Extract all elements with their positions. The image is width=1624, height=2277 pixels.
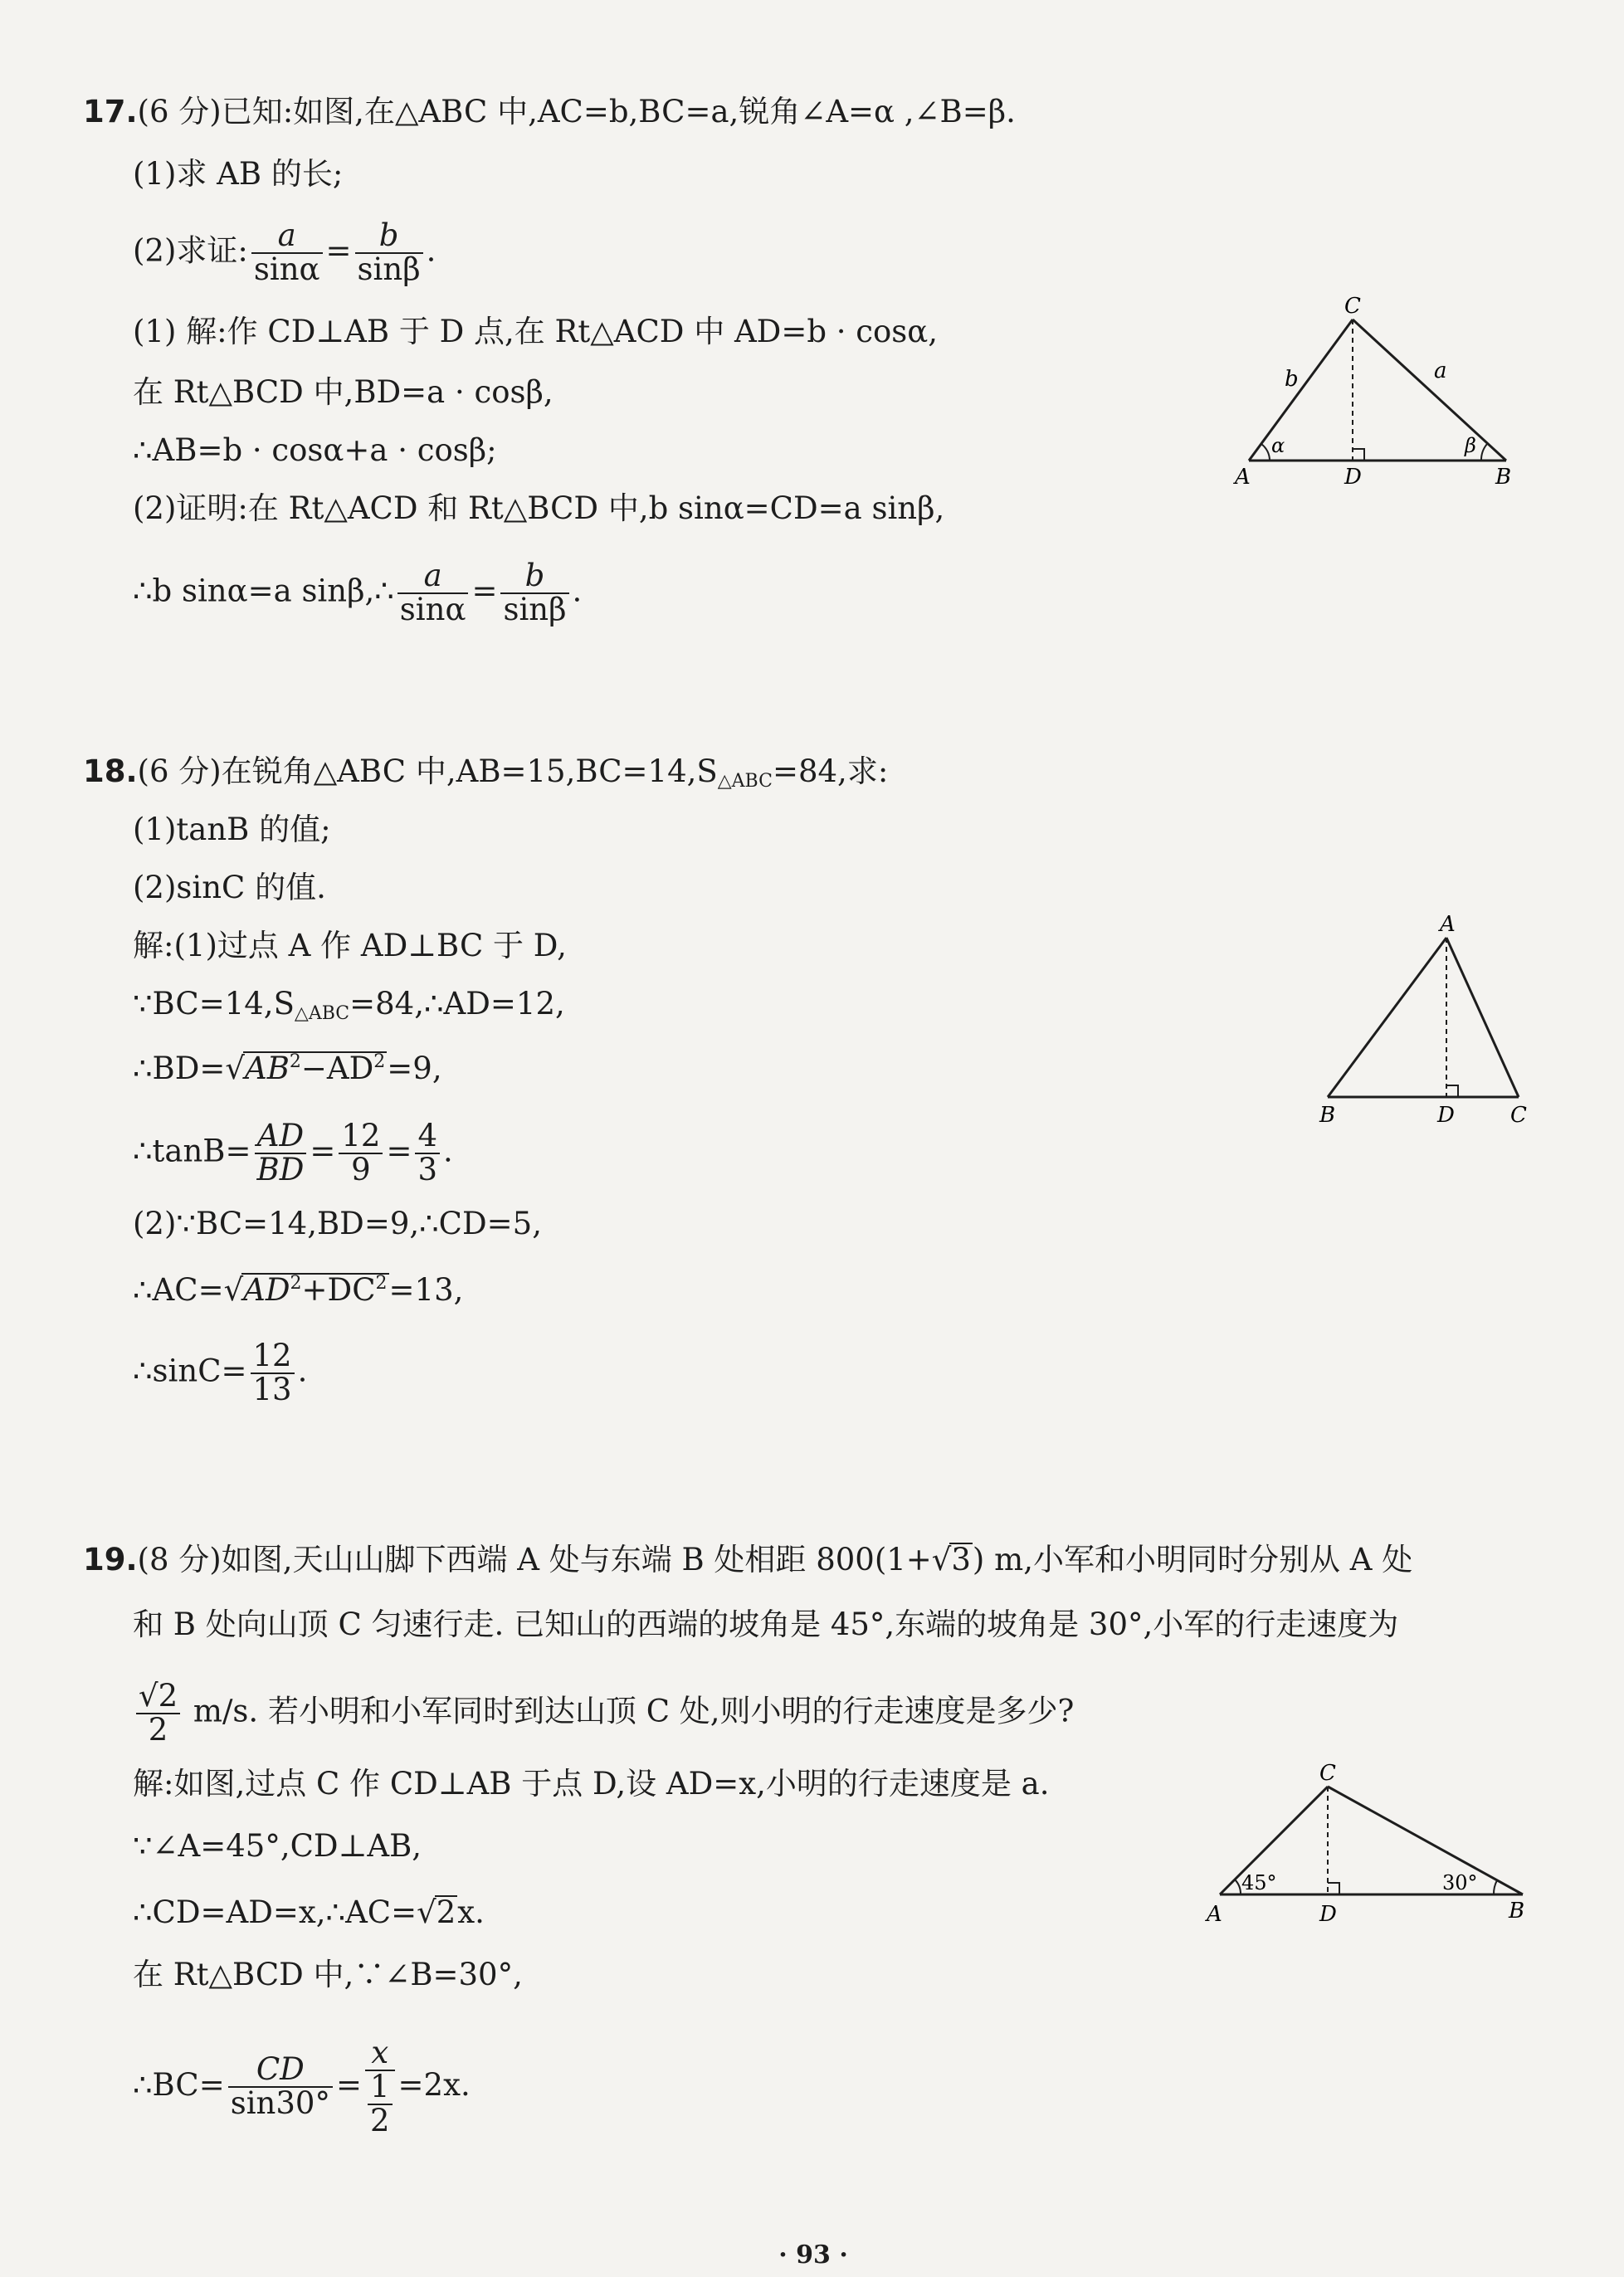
p19-number: 19. [83,1542,138,1577]
p19-line-2: 和 B 处向山顶 C 匀速行走. 已知山的西端的坡角是 45°,东端的坡角是 30°,小军的行走速度为 [133,1607,1399,1642]
p17-label-A: A [1235,465,1251,490]
p17-number: 17. [83,94,138,129]
p17-line-6: ∴AB=b · cosα+a · cosβ; [133,432,497,468]
p19-label-A: A [1207,1902,1222,1927]
p19-label-C: C [1319,1761,1336,1786]
p17-line-2: (1)求 AB 的长; [133,156,344,192]
p19-line-8: ∴BC= $\frac{CD}{\sin 30^\circ}$ = $\frac{x}{\frac{1}{2}}$ =2x. [133,2035,471,2138]
p18-line-8: (2)∵BC=14,BD=9,∴CD=5, [133,1206,542,1241]
p18-label-A: A [1440,913,1456,937]
p19-line-5: ∵∠A=45°,CD⊥AB, [133,1828,422,1864]
page-number: · 93 · [778,2240,848,2270]
p17-label-C: C [1344,295,1361,319]
p17-line-5: 在 Rt△BCD 中,BD=a · cosβ, [133,374,554,410]
p19-label-D: D [1319,1902,1337,1927]
p19-label-B: B [1509,1899,1525,1924]
p17-line-1: 17.(6 分)已知:如图,在△ABC 中,AC=b,BC=a,锐角∠A=α ,∠B=β. [83,94,1016,129]
p17-label-alpha: α [1271,434,1285,457]
p18-label-D: D [1437,1103,1455,1128]
p19-line-1: 19.(8 分)如图,天山山脚下西端 A 处与东端 B 处相距 800(1+√3) m,小军和小明同时分别从 A 处 [83,1542,1413,1577]
p17-label-b: b [1285,367,1299,392]
p18-line-9: $\therefore AC=√AD^2+DC^2=13$, [133,1272,464,1308]
p19-line-7: 在 Rt△BCD 中,∵∠B=30°, [133,1957,523,1992]
p18-line-10: ∴sinC= $\frac{12}{13}$ . [133,1338,308,1407]
p19-label-45: 45° [1241,1871,1277,1894]
p18-number: 18. [83,753,138,789]
p19-line-4: 解:如图,过点 C 作 CD⊥AB 于点 D,设 AD=x,小明的行走速度是 a. [133,1766,1050,1802]
p19-label-30: 30° [1442,1871,1478,1894]
p17-label-B: B [1495,465,1512,490]
p17-line-4: (1) 解:作 CD⊥AB 于 D 点,在 Rt△ACD 中 AD=b · cosα, [133,314,939,349]
p19-line-6: ∴CD=AD=x,∴AC=√2x. [133,1894,485,1930]
p17-triangle-figure [1228,295,1527,494]
p19-triangle-figure [1195,1755,1544,1954]
p18-line-5: $\because BC=14,S_{\triangle ABC}=84,\therefore AD=12$, [133,986,565,1024]
p18-line-7: ∴tanB= $\frac{AD}{BD}$ = $\frac{12}{9}$ = $\frac{4}{3}$ . [133,1118,453,1187]
p18-line-3: (2)sinC 的值. [133,870,326,905]
p17-line-7: (2)证明:在 Rt△ACD 和 Rt△BCD 中,b sinα=CD=a sinβ, [133,490,945,526]
p17-line-3: (2)求证: $\frac{a}{\sin\alpha}$ = $\frac{b}{\sin\beta}$ . [133,217,436,287]
p18-line-1: 18.(6 分)在锐角△ABC 中$,AB=15,BC=14,S_{\triangle ABC}=84$,求: [83,753,889,792]
p18-triangle-figure [1311,913,1544,1129]
p18-line-4: 解:(1)过点 A 作 AD⊥BC 于 D, [133,928,567,963]
p18-label-C: C [1510,1103,1527,1128]
p17-label-D: D [1344,465,1362,490]
p17-fraction-b: $\frac{b}{\sin\beta}$ [355,220,423,286]
p17-label-beta: β [1465,434,1476,457]
p18-label-B: B [1319,1103,1336,1128]
p18-line-2: (1)tanB 的值; [133,812,331,847]
p19-line-3: $\frac{√2}{2}$ m/s. 若小明和小军同时到达山顶 C 处,则小明的行走速度是多少? [133,1680,1074,1747]
p17-fraction-a: $\frac{a}{\sin\alpha}$ [251,220,323,286]
p17-line-8: ∴b sinα=a sinβ,∴ $\frac{a}{\sin\alpha}$ = $\frac{b}{\sin\beta}$ . [133,558,583,627]
p17-label-a: a [1434,358,1447,383]
p18-line-6: $\therefore BD=√AB^2-AD^2=9$, [133,1051,442,1086]
